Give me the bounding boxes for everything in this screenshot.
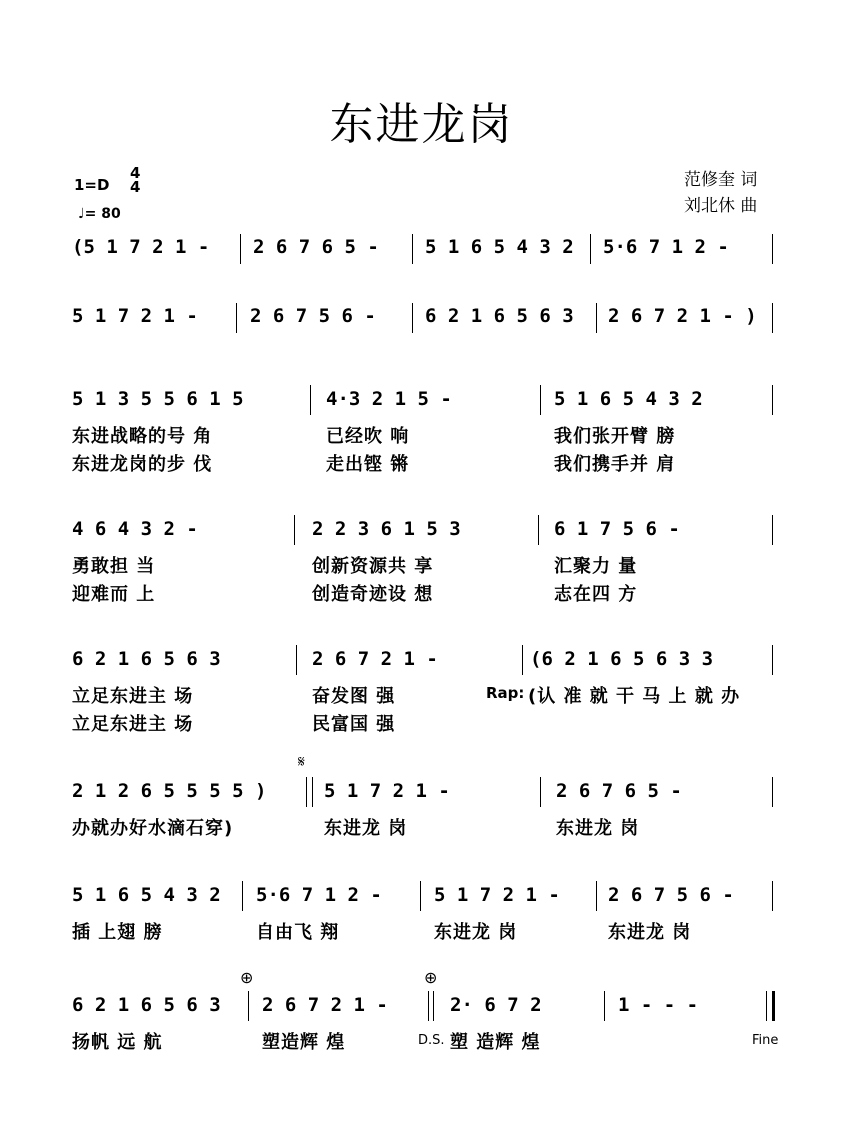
song-title: 东进龙岗 [329,99,514,150]
bar-line [772,515,773,545]
measure: 2 6 7 6 5 - [556,780,682,802]
measure: 4 6 4 3 2 - [72,518,198,540]
measure: 6 2 1 6 5 6 3 [72,994,221,1016]
bar-line [248,991,249,1021]
final-bar-line [766,991,767,1021]
lyric-line: 东进龙 岗 [608,922,692,943]
measure: 5 1 6 5 4 3 2 [425,236,574,258]
lyric-line: 东进战略的号 角 [72,426,213,447]
lyric-line: 迎难而 上 [72,584,156,605]
measure: 2 6 7 2 1 - [262,994,388,1016]
composer-credit: 刘北休 曲 [684,196,758,216]
lyric-line: 创新资源共 享 [312,556,434,577]
measure: 6 2 1 6 5 6 3 [72,648,221,670]
measure: 1 - - - [618,994,699,1016]
measure: 2 6 7 5 6 - [250,305,376,327]
lyric-line: 勇敢担 当 [72,556,156,577]
lyric-line: 塑造辉 煌 [262,1032,346,1053]
bar-line [310,385,311,415]
lyric-line: 扬帆 远 航 [72,1032,163,1053]
lyric-line: 我们张开臂 膀 [554,426,676,447]
bar-line [604,991,605,1021]
lyric-line: 办就办好水滴石穿) [72,818,234,839]
measure: 5 1 7 2 1 - [434,884,560,906]
lyric-line: 插 上翅 膀 [72,922,163,943]
bar-line [433,991,434,1021]
measure: (5 1 7 2 1 - [72,236,210,258]
measure: 2 1 2 6 5 5 5 5 ) [72,780,267,802]
measure: (6 2 1 6 5 6 3 3 [530,648,714,670]
measure: 2 6 7 6 5 - [253,236,379,258]
bar-line [294,515,295,545]
bar-line [590,234,591,264]
measure: 5 1 3 5 5 6 1 5 [72,388,244,410]
lyric-line: (认 准 就 干 马 上 就 办 [528,686,741,707]
measure: 5 1 7 2 1 - [324,780,450,802]
bar-line [420,881,421,911]
bar-line [772,645,773,675]
lyric-line: 立足东进主 场 [72,686,194,707]
bar-line [772,881,773,911]
bar-line [540,777,541,807]
lyric-line: 我们携手并 肩 [554,454,676,475]
measure: 6 2 1 6 5 6 3 [425,305,574,327]
coda-sign: ⊕ [424,968,438,987]
measure: 2 6 7 2 1 - [312,648,438,670]
measure: 2 6 7 2 1 - ) [608,305,757,327]
time-signature-top: 4 [130,164,141,182]
bar-line [236,303,237,333]
lyric-line: 汇聚力 量 [554,556,638,577]
lyric-line: 走出铿 锵 [326,454,410,475]
bar-line [596,303,597,333]
lyric-line: 东进龙 岗 [434,922,518,943]
bar-line [412,234,413,264]
tempo-marking: ♩= 80 [78,206,121,222]
lyric-line: 奋发图 强 [312,686,396,707]
time-signature [130,166,140,194]
ds-label: D.S. [418,1033,445,1048]
time-signature-bottom: 4 [130,178,141,196]
measure: 2 6 7 5 6 - [608,884,734,906]
bar-line [242,881,243,911]
fine-label: Fine [752,1033,779,1048]
lyric-line: 志在四 方 [554,584,638,605]
measure: 5·6 7 1 2 - [256,884,382,906]
rap-label: Rap: [486,684,525,702]
coda-sign: ⊕ [240,968,254,987]
final-bar-line [772,991,775,1021]
bar-line [596,881,597,911]
bar-line [772,777,773,807]
lyric-line: 已经吹 响 [326,426,410,447]
measure: 5·6 7 1 2 - [603,236,729,258]
bar-line [772,303,773,333]
lyric-line: 东进龙岗的步 伐 [72,454,213,475]
lyric-line: 塑 造辉 煌 [450,1032,541,1053]
bar-line [296,645,297,675]
measure: 4·3 2 1 5 - [326,388,452,410]
measure: 5 1 7 2 1 - [72,305,198,327]
bar-line [772,234,773,264]
bar-line [412,303,413,333]
measure: 2 2 3 6 1 5 3 [312,518,461,540]
segno-sign: 𝄋 [298,752,305,771]
bar-line [540,385,541,415]
measure: 2· 6 7 2 [450,994,542,1016]
measure: 6 1 7 5 6 - [554,518,680,540]
bar-line [772,385,773,415]
bar-line [538,515,539,545]
lyric-line: 东进龙 岗 [324,818,408,839]
lyric-line: 自由飞 翔 [256,922,340,943]
bar-line [312,777,313,807]
bar-line [428,991,429,1021]
measure: 5 1 6 5 4 3 2 [554,388,703,410]
measure: 5 1 6 5 4 3 2 [72,884,221,906]
lyric-line: 东进龙 岗 [556,818,640,839]
key-signature: 1=D [74,176,110,194]
bar-line [522,645,523,675]
lyricist-credit: 范修奎 词 [684,170,758,190]
lyric-line: 立足东进主 场 [72,714,194,735]
bar-line [306,777,307,807]
lyric-line: 民富国 强 [312,714,396,735]
bar-line [240,234,241,264]
lyric-line: 创造奇迹设 想 [312,584,434,605]
